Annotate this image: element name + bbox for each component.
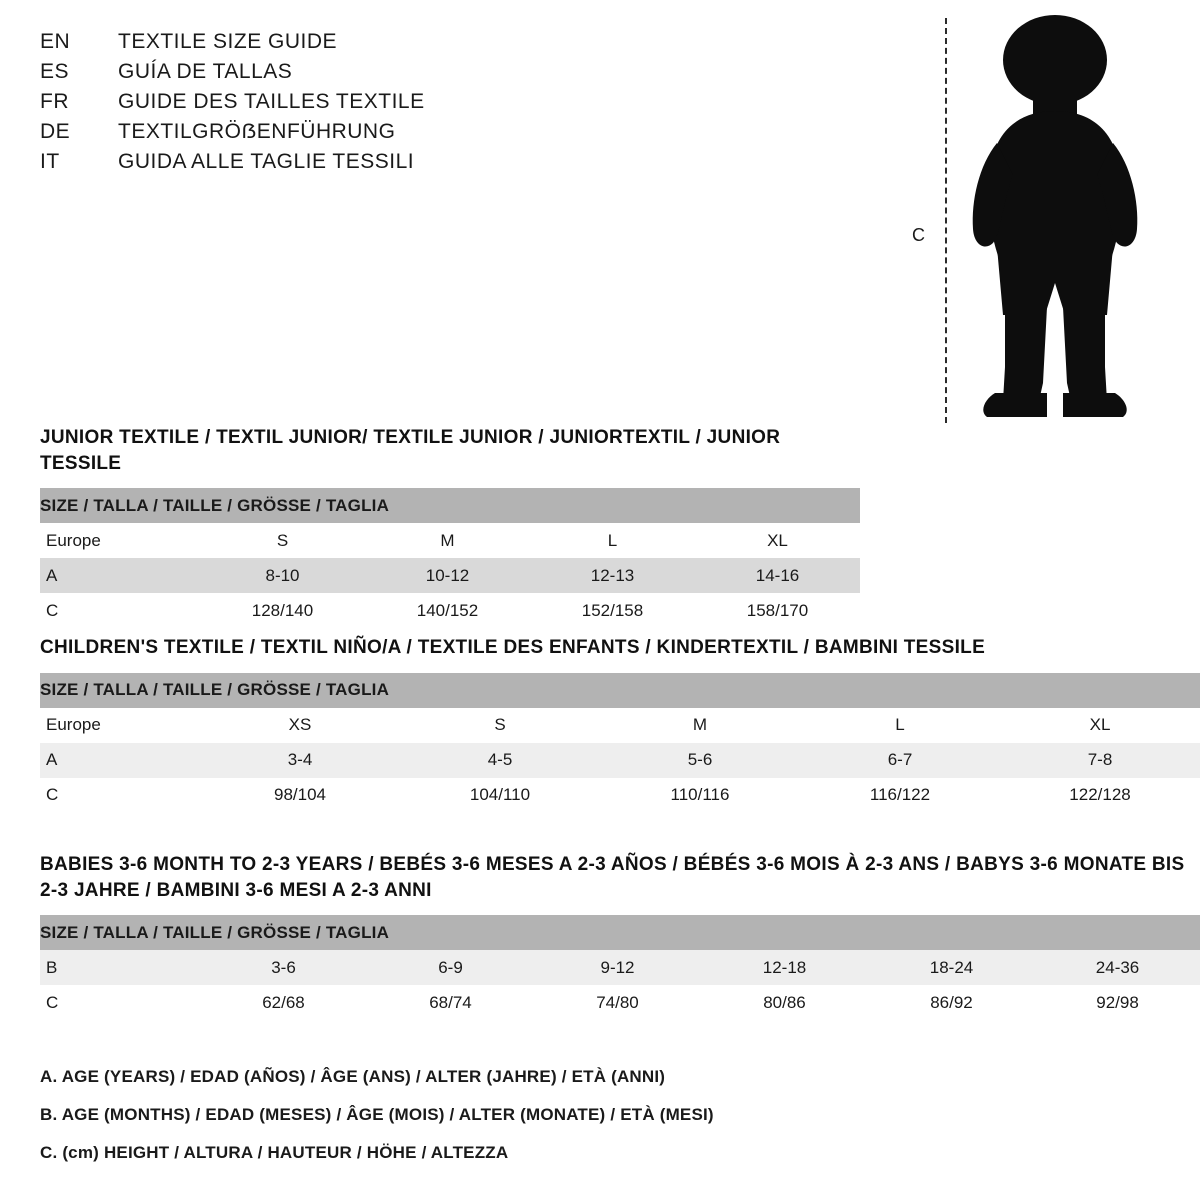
cell: 24-36 [1035, 950, 1200, 985]
cell: 3-6 [200, 950, 367, 985]
table-header-label: SIZE / TALLA / TAILLE / GRÖSSE / TAGLIA [40, 673, 1200, 708]
legend-line-c: C. (cm) HEIGHT / ALTURA / HAUTEUR / HÖHE / ALTEZZA [40, 1143, 509, 1162]
cell: 116/122 [800, 778, 1000, 813]
cell: 98/104 [200, 778, 400, 813]
row-label: C [40, 593, 200, 628]
language-row [40, 120, 600, 150]
cell: 110/116 [600, 778, 800, 813]
row-label: C [40, 778, 200, 813]
size-table-children [40, 673, 1200, 813]
size-table-junior [40, 488, 860, 628]
cell: 152/158 [530, 593, 695, 628]
table-header-row [40, 488, 860, 523]
cell: 68/74 [367, 985, 534, 1020]
height-measure-label: C [912, 225, 925, 245]
section-childrens-textile [40, 635, 1200, 813]
row-label: A [40, 558, 200, 593]
cell: S [400, 708, 600, 743]
table-header-label: SIZE / TALLA / TAILLE / GRÖSSE / TAGLIA [40, 915, 1200, 950]
cell: M [365, 523, 530, 558]
table-header-row [40, 673, 1200, 708]
table-row [40, 593, 860, 628]
cell: XL [1000, 708, 1200, 743]
cell: 74/80 [534, 985, 701, 1020]
table-header-row [40, 915, 1200, 950]
table-row [40, 743, 1200, 778]
cell: 12-13 [530, 558, 695, 593]
language-row [40, 90, 600, 120]
cell: 158/170 [695, 593, 860, 628]
table-row [40, 708, 1200, 743]
cell: M [600, 708, 800, 743]
table-row [40, 985, 1200, 1020]
cell: 7-8 [1000, 743, 1200, 778]
cell: 128/140 [200, 593, 365, 628]
table-row [40, 558, 860, 593]
cell: L [800, 708, 1000, 743]
cell: 6-9 [367, 950, 534, 985]
child-silhouette-icon [955, 15, 1155, 425]
cell: 8-10 [200, 558, 365, 593]
cell: XS [200, 708, 400, 743]
table-row [40, 523, 860, 558]
table-row [40, 778, 1200, 813]
language-code: FR [40, 90, 69, 113]
language-row [40, 30, 600, 60]
language-title: GUÍA DE TALLAS [118, 60, 293, 83]
legend [40, 1068, 1040, 1182]
language-code: ES [40, 60, 70, 83]
row-label: A [40, 743, 200, 778]
language-row [40, 60, 600, 90]
cell: 104/110 [400, 778, 600, 813]
cell: 12-18 [701, 950, 868, 985]
cell: 86/92 [868, 985, 1035, 1020]
language-title: TEXTILE SIZE GUIDE [118, 30, 338, 53]
language-code: IT [40, 150, 60, 173]
cell: 3-4 [200, 743, 400, 778]
height-measure-figure [900, 10, 1160, 430]
legend-line-b: B. AGE (MONTHS) / EDAD (MESES) / ÂGE (MOIS) / ALTER (MONATE) / ETÀ (MESI) [40, 1105, 714, 1124]
row-label: B [40, 950, 200, 985]
cell: 80/86 [701, 985, 868, 1020]
row-label: Europe [40, 708, 200, 743]
cell: 18-24 [868, 950, 1035, 985]
cell: S [200, 523, 365, 558]
cell: 14-16 [695, 558, 860, 593]
table-row [40, 950, 1200, 985]
language-row [40, 150, 600, 180]
legend-line-a: A. AGE (YEARS) / EDAD (AÑOS) / ÂGE (ANS) / ALTER (JAHRE) / ETÀ (ANNI) [40, 1067, 666, 1086]
language-header [40, 30, 600, 180]
cell: 140/152 [365, 593, 530, 628]
cell: 9-12 [534, 950, 701, 985]
cell: L [530, 523, 695, 558]
size-table-babies [40, 915, 1200, 1020]
cell: 6-7 [800, 743, 1000, 778]
cell: 92/98 [1035, 985, 1200, 1020]
cell: 10-12 [365, 558, 530, 593]
row-label: Europe [40, 523, 200, 558]
language-code: EN [40, 30, 71, 53]
height-measure-line [945, 18, 947, 423]
section-title: BABIES 3-6 MONTH TO 2-3 YEARS / BEBÉS 3-6 MESES A 2-3 AÑOS / BÉBÉS 3-6 MOIS À 2-3 ANS / BABYS 3-6 MONATE BIS 2-3 JAHRE / BAMBINI 3-6 MESI A 2-3 ANNI [40, 854, 1185, 901]
section-title: CHILDREN'S TEXTILE / TEXTIL NIÑO/A / TEXTILE DES ENFANTS / KINDERTEXTIL / BAMBINI TESSILE [40, 637, 986, 658]
section-junior-textile [40, 425, 860, 628]
section-babies-textile [40, 852, 1200, 1020]
language-title: GUIDE DES TAILLES TEXTILE [118, 90, 425, 113]
table-header-label: SIZE / TALLA / TAILLE / GRÖSSE / TAGLIA [40, 488, 860, 523]
cell: 122/128 [1000, 778, 1200, 813]
language-code: DE [40, 120, 71, 143]
row-label: C [40, 985, 200, 1020]
section-title: JUNIOR TEXTILE / TEXTIL JUNIOR/ TEXTILE JUNIOR / JUNIORTEXTIL / JUNIOR TESSILE [40, 427, 781, 474]
cell: 4-5 [400, 743, 600, 778]
cell: 62/68 [200, 985, 367, 1020]
cell: XL [695, 523, 860, 558]
cell: 5-6 [600, 743, 800, 778]
language-title: GUIDA ALLE TAGLIE TESSILI [118, 150, 415, 173]
language-title: TEXTILGRÖẞENFÜHRUNG [118, 120, 396, 143]
